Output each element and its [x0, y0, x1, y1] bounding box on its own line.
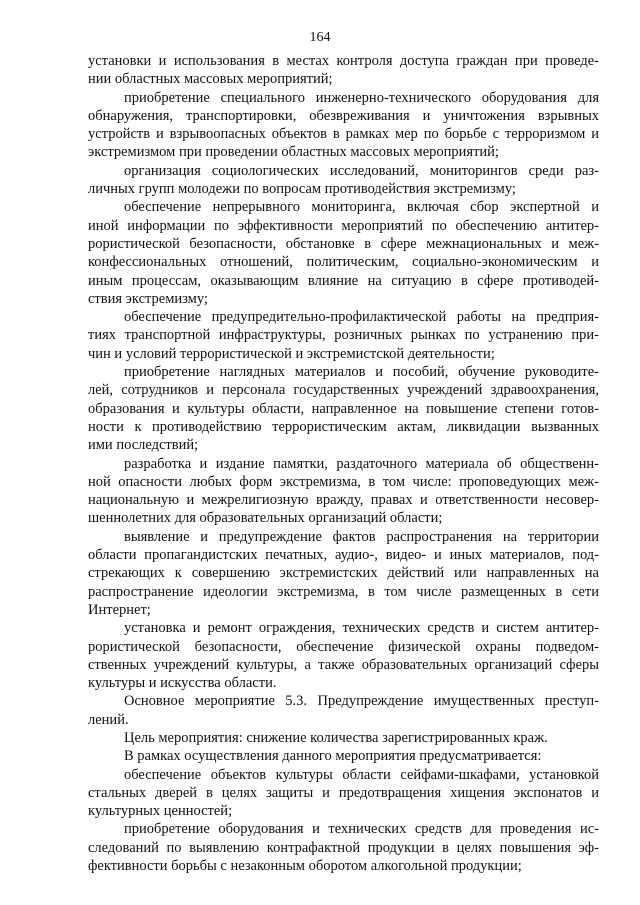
text-line: чин и условий террористической и экстремистской деятельности; [88, 345, 495, 362]
text-line: культурных ценностей; [88, 803, 233, 820]
text-line: фективности борьбы с незаконным оборотом алкогольной продукции; [88, 858, 522, 875]
text-line: национальную и межрелигиозную вражду, правах и ответственности несовер- [88, 492, 599, 509]
text-line: обнаружения, транспортировки, обезвреживания и уничтожения взрывных [88, 107, 599, 124]
text-line: личных групп молодежи по вопросам противодействия экстремизму; [88, 181, 516, 198]
text-line: области пропагандистских печатных, аудио-, видео- и иных материалов, под- [88, 547, 599, 564]
text-line: ствия экстремизму; [88, 290, 208, 307]
text-line: обеспечение предупредительно-профилактической работы на предприя- [124, 309, 599, 326]
text-line: разработка и издание памятки, раздаточного материала об общественн- [124, 455, 599, 472]
text-line: установки и использования в местах контроля доступа граждан при проведе- [88, 53, 599, 69]
text-line: следований по выявлению контрафактной продукции в целях повышения эф- [88, 839, 599, 856]
text-line: ими последствий; [88, 437, 199, 454]
text-line: шеннолетних для образовательных организаций области; [88, 510, 443, 527]
text-line: нии областных массовых мероприятий; [88, 71, 333, 88]
text-line: конфессиональных отношений, политическим, социально-экономическим и [88, 254, 599, 271]
text-line: Цель мероприятия: снижение количества зарегистрированных краж. [124, 729, 548, 746]
text-line: ной опасности любых форм экстремизма, в том числе: проповедующих меж- [88, 473, 599, 490]
text-line: стрекающих к совершению экстремистских действий или направленных на [88, 565, 599, 582]
text-line: В рамках осуществления данного мероприятия предусматривается: [124, 748, 542, 765]
text-line: ности к противодействию террористическим актам, ликвидации вызванных [88, 418, 599, 435]
text-line: распространение идеологии экстремизма, в том числе размещенных в сети [88, 583, 599, 600]
text-line: приобретение специального инженерно-технического оборудования для [124, 89, 599, 106]
text-line: организация социологических исследований, мониторингов среди раз- [124, 162, 599, 179]
text-line: стальных дверей в целях защиты и предотвращения хищения экспонатов и [88, 784, 599, 801]
page-number: 164 [309, 30, 331, 45]
text-line: Основное мероприятие 5.3. Предупреждение имущественных преступ- [124, 693, 599, 710]
text-line: приобретение оборудования и технических средств для проведения ис- [124, 821, 599, 838]
text-line: образования и культуры области, направленное на повышение степени готов- [88, 400, 599, 417]
document-body [88, 52, 599, 875]
text-line: культуры и искусства области. [88, 675, 277, 692]
text-line: тиях транспортной инфраструктуры, розничных рынках по устранению при- [88, 327, 599, 344]
text-line: рористической безопасности, обстановке в сфере межнациональных и меж- [88, 235, 599, 252]
text-line: обеспечение объектов культуры области сейфами-шкафами, установкой [124, 766, 599, 783]
text-line: выявление и предупреждение фактов распространения на территории [124, 528, 599, 545]
text-line: лей, сотрудников и персонала государственных учреждений здравоохранения, [88, 382, 599, 399]
text-line: иным процессам, оказывающим влияние на ситуацию в сфере противодей- [88, 272, 599, 289]
text-line: рористической безопасности, обеспечение физической охраны подведом- [88, 638, 599, 655]
text-line: экстремизмом при проведении областных массовых мероприятий; [88, 144, 499, 161]
text-line: обеспечение непрерывного мониторинга, включая сбор экспертной и [124, 199, 599, 216]
text-line: иной информации по эффективности мероприятий по обеспечению антитер- [88, 217, 599, 234]
text-line: установка и ремонт ограждения, технических средств и систем антитер- [124, 620, 599, 637]
text-line: лений. [88, 711, 129, 728]
text-line: Интернет; [88, 601, 151, 618]
text-line: ственных учреждений культуры, а также образовательных организаций сферы [88, 656, 599, 673]
text-line: устройств и взрывоопасных объектов в рамках мер по борьбе с терроризмом и [88, 126, 599, 143]
text-line: приобретение наглядных материалов и пособий, обучение руководите- [124, 364, 599, 381]
